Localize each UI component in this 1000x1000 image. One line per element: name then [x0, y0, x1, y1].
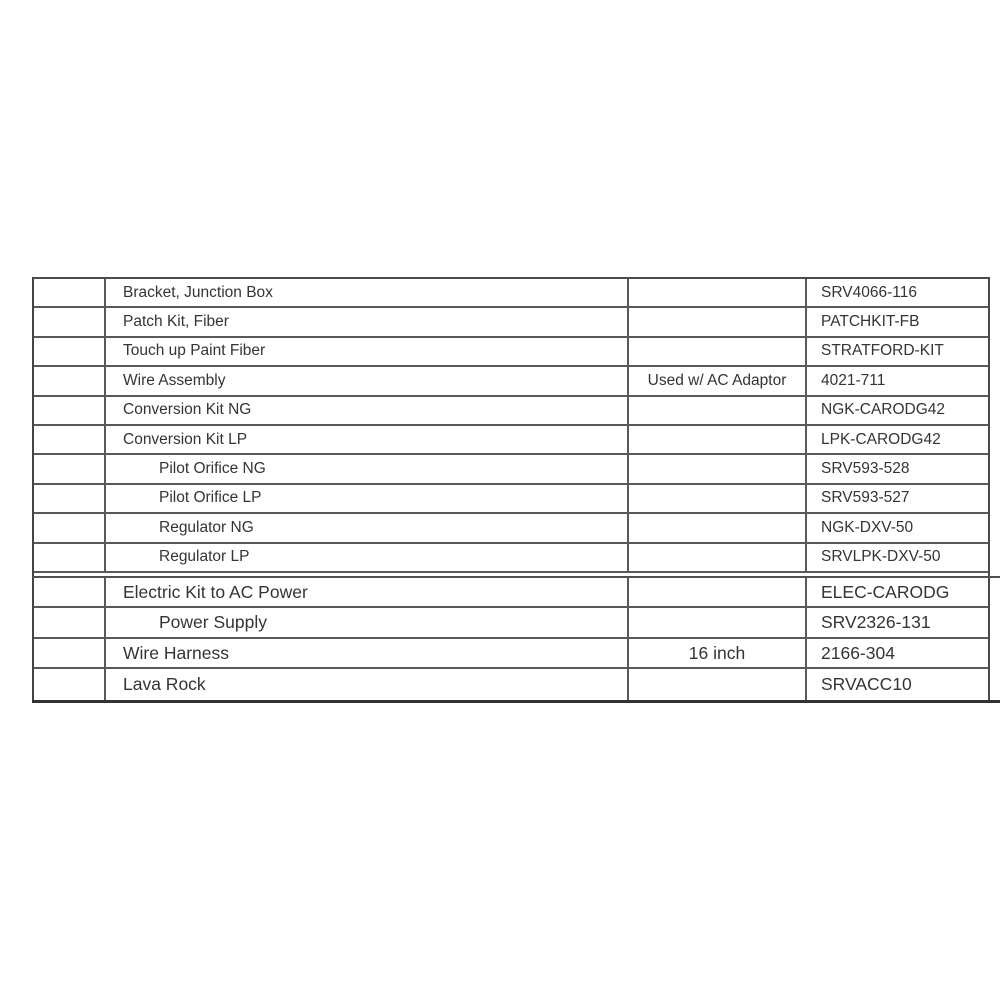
part-number-cell: PATCHKIT-FB	[805, 308, 988, 335]
table-bottom-border	[32, 700, 1000, 703]
part-number-cell: 2166-304	[805, 639, 988, 668]
row-marker-cell	[34, 544, 104, 571]
table-row	[34, 514, 988, 543]
part-name-cell: Power Supply	[104, 608, 627, 637]
part-name-cell: Conversion Kit NG	[104, 397, 627, 424]
row-marker-cell	[34, 669, 104, 700]
table-row	[34, 608, 988, 639]
parts-table-section-1	[34, 279, 988, 573]
part-number-cell: 4021-711	[805, 367, 988, 394]
table-row	[34, 397, 988, 426]
table-row	[34, 669, 988, 700]
row-marker-cell	[34, 367, 104, 394]
part-number-cell: SRV593-527	[805, 485, 988, 512]
row-marker-cell	[34, 279, 104, 306]
part-number-cell: SRV4066-116	[805, 279, 988, 306]
part-number-cell: ELEC-CARODG	[805, 578, 988, 607]
table-row	[34, 279, 988, 308]
row-marker-cell	[34, 426, 104, 453]
note-cell	[627, 544, 805, 571]
part-name-cell: Wire Harness	[104, 639, 627, 668]
table-row	[34, 544, 988, 573]
row-marker-cell	[34, 455, 104, 482]
table-row	[34, 308, 988, 337]
table-row	[34, 578, 988, 609]
part-name-cell: Conversion Kit LP	[104, 426, 627, 453]
part-number-cell: STRATFORD-KIT	[805, 338, 988, 365]
part-name-cell: Wire Assembly	[104, 367, 627, 394]
note-cell	[627, 669, 805, 700]
row-marker-cell	[34, 514, 104, 541]
table-row	[34, 485, 988, 514]
note-cell	[627, 578, 805, 607]
table-row	[34, 367, 988, 396]
part-number-cell: SRVLPK-DXV-50	[805, 544, 988, 571]
note-cell	[627, 514, 805, 541]
part-number-cell: NGK-DXV-50	[805, 514, 988, 541]
note-cell: 16 inch	[627, 639, 805, 668]
part-name-cell: Lava Rock	[104, 669, 627, 700]
note-cell	[627, 608, 805, 637]
note-cell	[627, 397, 805, 424]
part-number-cell: SRVACC10	[805, 669, 988, 700]
part-number-cell: NGK-CARODG42	[805, 397, 988, 424]
note-cell: Used w/ AC Adaptor	[627, 367, 805, 394]
note-cell	[627, 485, 805, 512]
table-row	[34, 426, 988, 455]
note-cell	[627, 279, 805, 306]
parts-table	[32, 277, 990, 703]
row-marker-cell	[34, 338, 104, 365]
row-marker-cell	[34, 485, 104, 512]
part-name-cell: Bracket, Junction Box	[104, 279, 627, 306]
part-name-cell: Pilot Orifice NG	[104, 455, 627, 482]
part-number-cell: SRV593-528	[805, 455, 988, 482]
part-name-cell: Regulator LP	[104, 544, 627, 571]
table-row	[34, 639, 988, 670]
part-number-cell: LPK-CARODG42	[805, 426, 988, 453]
row-marker-cell	[34, 397, 104, 424]
row-marker-cell	[34, 308, 104, 335]
part-name-cell: Patch Kit, Fiber	[104, 308, 627, 335]
table-row	[34, 338, 988, 367]
part-number-cell: SRV2326-131	[805, 608, 988, 637]
note-cell	[627, 338, 805, 365]
part-name-cell: Electric Kit to AC Power	[104, 578, 627, 607]
row-marker-cell	[34, 578, 104, 607]
table-row	[34, 455, 988, 484]
note-cell	[627, 455, 805, 482]
row-marker-cell	[34, 639, 104, 668]
parts-table-section-2	[34, 578, 988, 700]
part-name-cell: Regulator NG	[104, 514, 627, 541]
part-name-cell: Touch up Paint Fiber	[104, 338, 627, 365]
row-marker-cell	[34, 608, 104, 637]
note-cell	[627, 426, 805, 453]
note-cell	[627, 308, 805, 335]
part-name-cell: Pilot Orifice LP	[104, 485, 627, 512]
